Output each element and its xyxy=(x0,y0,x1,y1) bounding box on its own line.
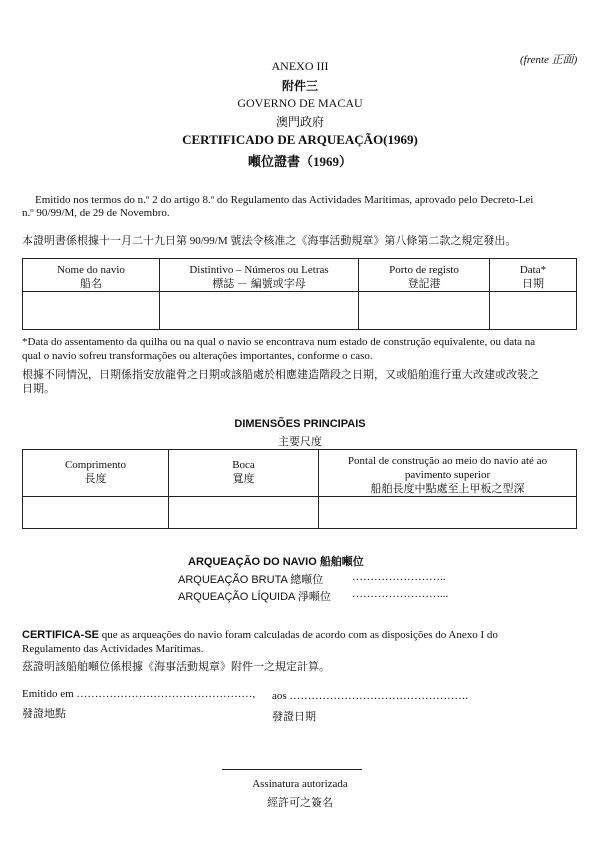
port-of-registry-field[interactable] xyxy=(359,292,490,330)
net-tonnage-label: ARQUEAÇÃO LÍQUIDA 淨噸位 xyxy=(178,591,331,603)
government-label: GOVERNO DE MACAU xyxy=(237,96,363,110)
port-of-registry-header: Porto de registo 登記港 xyxy=(359,259,490,292)
ship-info-table xyxy=(22,258,577,330)
issue-place-label: Emitido em xyxy=(22,688,74,700)
certify-text-line1: CERTIFICA-SE que as arqueações do navio foram calculadas de acordo com as disposições do Anexo I do xyxy=(22,629,498,641)
length-header: Comprimento 長度 xyxy=(23,450,169,497)
issue-place-row xyxy=(22,688,255,700)
government-label-zh: 澳門政府 xyxy=(275,115,324,129)
footnote-zh-line2: 日期。 xyxy=(22,383,55,395)
footnote-line2: qual o navio sofreu transformações ou alterações importantes, conforme o caso. xyxy=(22,350,373,362)
net-tonnage-field[interactable]: ……………………... xyxy=(352,588,449,600)
signature-line[interactable] xyxy=(222,769,362,770)
tonnage-title: ARQUEAÇÃO DO NAVIO 船舶噸位 xyxy=(188,556,364,568)
distinctive-number-header: Distintivo – Números ou Letras 標誌 － 編號或字母 xyxy=(160,259,359,292)
depth-field[interactable] xyxy=(319,497,577,529)
annex-label: ANEXO III xyxy=(271,59,329,73)
page-side-note: (frente 正面) xyxy=(520,54,578,66)
intro-text-line2: n.º 90/99/M, de 29 de Novembro. xyxy=(22,207,170,219)
length-field[interactable] xyxy=(23,497,169,529)
gross-tonnage-field[interactable]: …………………….. xyxy=(352,571,446,583)
issue-place-field[interactable]: …………………………………………, xyxy=(76,688,256,700)
breadth-field[interactable] xyxy=(169,497,319,529)
page-title: CERTIFICADO DE ARQUEAÇÃO(1969) xyxy=(182,132,418,147)
distinctive-number-field[interactable] xyxy=(160,292,359,330)
breadth-header: Boca 寬度 xyxy=(169,450,319,497)
signature-label-zh: 經許可之簽名 xyxy=(267,797,333,809)
issue-date-row xyxy=(272,690,468,702)
footnote-zh-line1: 根據不同情況，日期係指安放龍骨之日期或該船處於相應建造階段之日期，又或船舶進行重大改建或改裝之 xyxy=(22,369,539,381)
issue-date-label: aos xyxy=(272,690,287,702)
date-field[interactable] xyxy=(490,292,577,330)
depth-header: Pontal de construção ao meio do navio até ao pavimento superior 船舶長度中點處至上甲板之型深 xyxy=(319,450,577,497)
dimensions-table xyxy=(22,449,577,529)
signature-label: Assinatura autorizada xyxy=(252,778,348,790)
intro-text-line1: Emitido nos termos do n.º 2 do artigo 8.º do Regulamento das Actividades Marítimas, aprovado pelo Decreto-Lei xyxy=(35,194,534,206)
issue-place-label-zh: 發證地點 xyxy=(22,708,66,720)
gross-tonnage-label: ARQUEAÇÃO BRUTA 總噸位 xyxy=(178,574,324,586)
ship-name-field[interactable] xyxy=(23,292,160,330)
issue-date-label-zh: 發證日期 xyxy=(272,711,316,723)
footnote-line1: *Data do assentamento da quilha ou na qual o navio se encontrava num estado de construção equivalente, ou data na xyxy=(22,336,536,348)
dimensions-title-zh: 主要尺度 xyxy=(278,436,322,448)
ship-name-header: Nome do navio 船名 xyxy=(23,259,160,292)
certify-text-zh: 茲證明該船舶噸位係根據《海事活動規章》附件一之規定計算。 xyxy=(22,661,330,673)
page-title-zh: 噸位證書（1969） xyxy=(247,154,352,169)
certify-text-line2: Regulamento das Actividades Marítimas. xyxy=(22,643,204,655)
intro-text-zh: 本證明書係根據十一月二十九日第 90/99/M 號法令核准之《海事活動規章》第八條第二款之規定發出。 xyxy=(22,235,517,247)
annex-label-zh: 附件三 xyxy=(281,79,318,93)
date-header: Data* 日期 xyxy=(490,259,577,292)
issue-date-field[interactable]: …………………………………………. xyxy=(289,690,469,702)
dimensions-title: DIMENSÕES PRINCIPAIS xyxy=(234,418,366,430)
